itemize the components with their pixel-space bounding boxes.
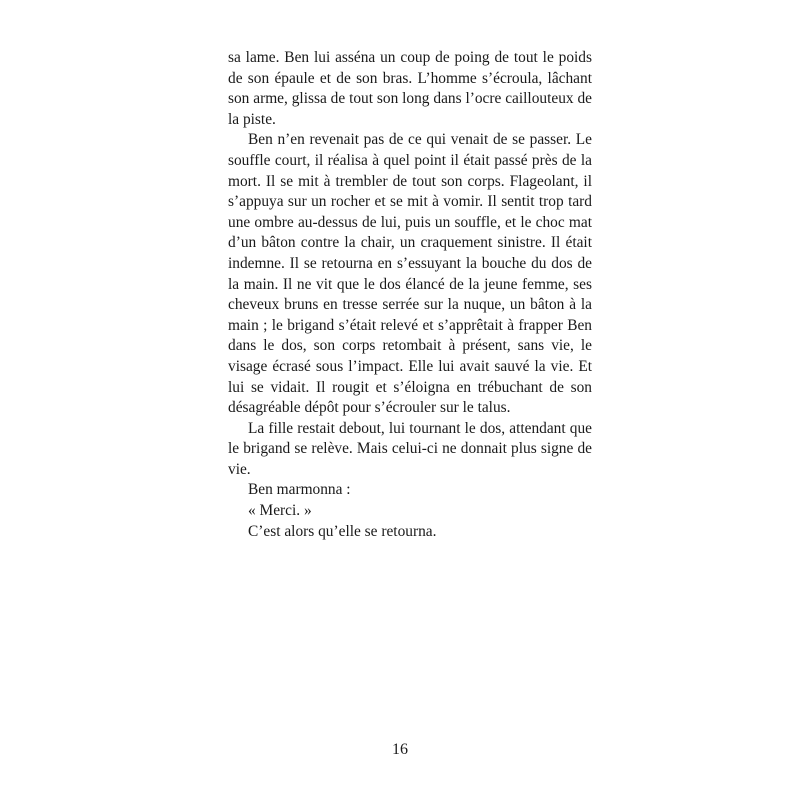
paragraph-1: sa lame. Ben lui asséna un coup de poing de tout le poids de son épaule et de son bras. L’homme s’écroula, lâchant son arme, glissa de tout son long dans l’ocre caillouteux de la piste.	[228, 49, 592, 128]
dialogue-line-1: Ben marmonna :	[248, 481, 351, 499]
dialogue-line-3: C’est alors qu’elle se retourna.	[248, 522, 437, 540]
page-number: 16	[392, 741, 408, 758]
paragraph-2: Ben n’en revenait pas de ce qui venait de se passer. Le souffle court, il réalisa à quel point il était passé près de la mort. Il se mit à trembler de tout son corps. Flageolant, il s’appuya sur un rocher et se mit à vomir. Il sentit trop tard une ombre au-dessus de lui, puis un souffle, et le choc mat d’un bâton contre la chair, un craquement sinistre. Il était indemne. Il se retourna en s’essuyant la bouche du dos de la main. Il ne vit que le dos élancé de la jeune femme, ses cheveux bruns en tresse serrée sur la nuque, un bâton à la main ; le brigand s’était relevé et s’apprêtait à frapper Ben dans le dos, son corps retombait à présent, sans vie, le visage écrasé sous l’impact. Elle lui avait sauvé la vie. Et lui se vidait. Il rougit et s’éloigna en trébuchant de son désagréable dépôt pour s’écrouler sur le talus.	[228, 131, 592, 417]
dialogue-line-2: « Merci. »	[248, 502, 312, 520]
page-body	[228, 48, 592, 542]
paragraph-3: La fille restait debout, lui tournant le dos, attendant que le brigand se relève. Mais celui-ci ne donnait plus signe de vie.	[228, 419, 592, 478]
